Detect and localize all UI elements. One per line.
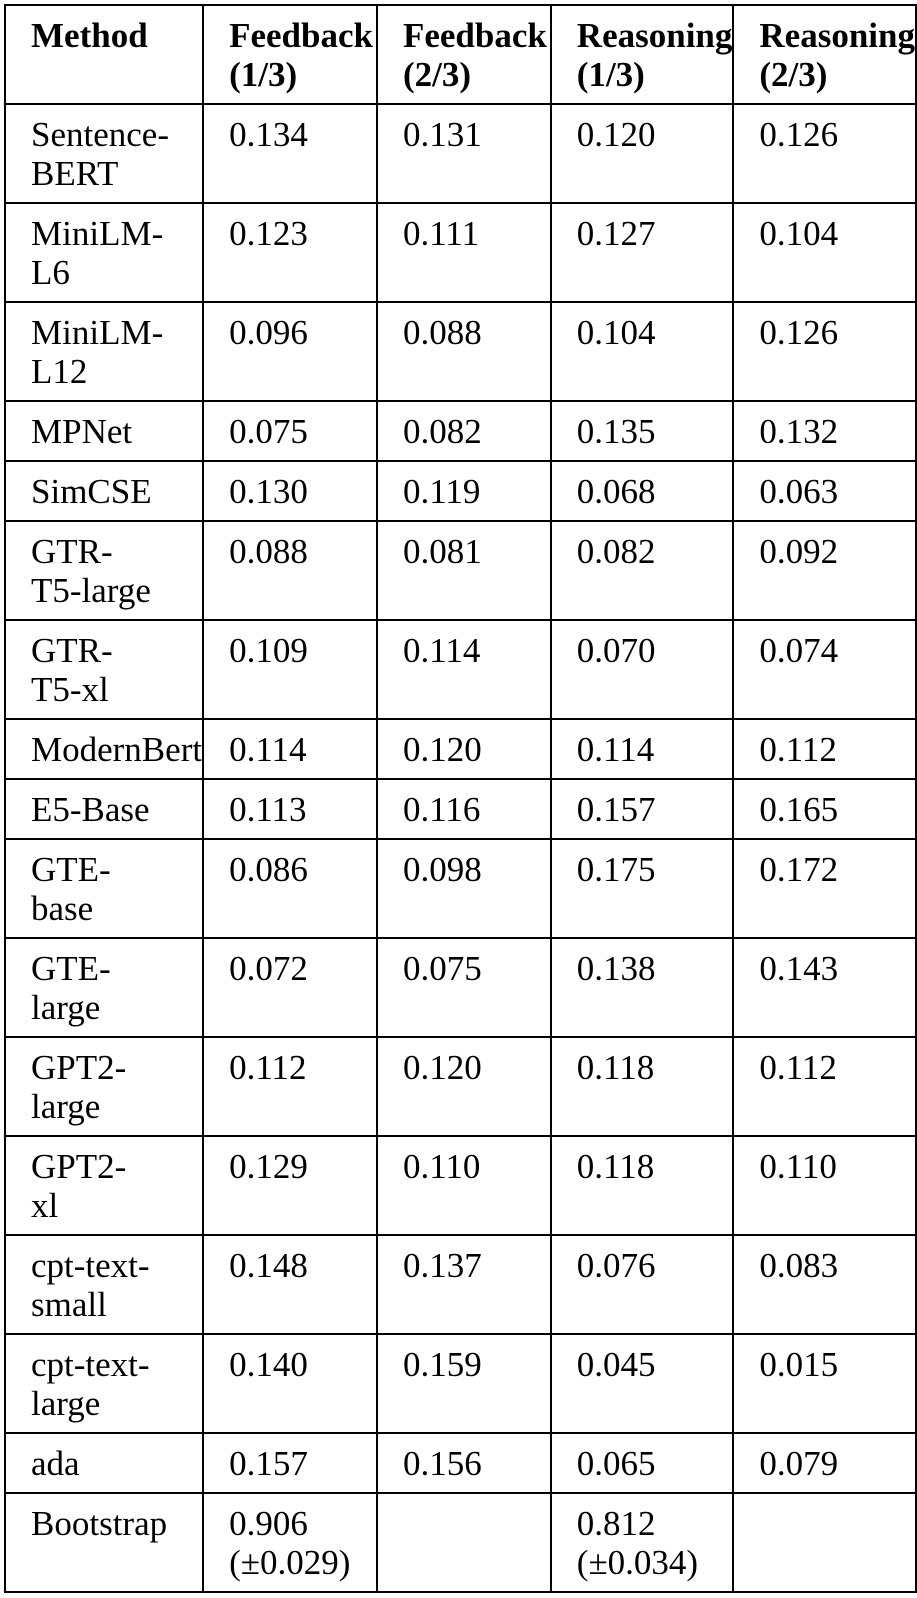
value-cell: 0.109 [203,620,377,719]
method-cell: Bootstrap [5,1493,203,1592]
table-row [5,779,916,839]
table-row [5,302,916,401]
value-cell: 0.156 [377,1433,551,1493]
value-cell: 0.104 [733,203,916,302]
table-row [5,203,916,302]
value-cell: 0.065 [551,1433,734,1493]
value-cell: 0.110 [377,1136,551,1235]
value-cell: 0.140 [203,1334,377,1433]
value-cell: 0.120 [377,1037,551,1136]
value-cell: 0.906 (±0.029) [203,1493,377,1592]
table-row [5,1433,916,1493]
value-cell: 0.812 (±0.034) [551,1493,734,1592]
value-cell: 0.159 [377,1334,551,1433]
value-cell: 0.132 [733,401,916,461]
value-cell: 0.063 [733,461,916,521]
value-cell: 0.098 [377,839,551,938]
method-cell: cpt-text- large [5,1334,203,1433]
method-cell: MPNet [5,401,203,461]
method-cell: SimCSE [5,461,203,521]
method-cell: MiniLM- L6 [5,203,203,302]
value-cell: 0.134 [203,104,377,203]
table-row [5,1136,916,1235]
value-cell: 0.138 [551,938,734,1037]
table-row [5,104,916,203]
value-cell: 0.123 [203,203,377,302]
value-cell: 0.096 [203,302,377,401]
value-cell: 0.092 [733,521,916,620]
value-cell: 0.135 [551,401,734,461]
value-cell: 0.120 [551,104,734,203]
value-cell: 0.113 [203,779,377,839]
table-row [5,719,916,779]
method-cell: GPT2- large [5,1037,203,1136]
value-cell: 0.130 [203,461,377,521]
table-row [5,401,916,461]
method-cell: ModernBert [5,719,203,779]
method-cell: ada [5,1433,203,1493]
method-cell: GTR- T5-large [5,521,203,620]
value-cell [377,1493,551,1592]
table-body [5,104,916,1592]
value-cell: 0.082 [377,401,551,461]
value-cell: 0.114 [551,719,734,779]
value-cell: 0.127 [551,203,734,302]
value-cell: 0.110 [733,1136,916,1235]
value-cell: 0.148 [203,1235,377,1334]
value-cell: 0.112 [203,1037,377,1136]
table-row [5,1037,916,1136]
value-cell: 0.114 [203,719,377,779]
value-cell: 0.086 [203,839,377,938]
column-header-reasoning-2-3: Reasoning (2/3) [733,5,916,104]
value-cell: 0.165 [733,779,916,839]
value-cell: 0.172 [733,839,916,938]
value-cell: 0.126 [733,302,916,401]
value-cell: 0.157 [203,1433,377,1493]
value-cell: 0.119 [377,461,551,521]
value-cell: 0.120 [377,719,551,779]
table-row [5,620,916,719]
value-cell: 0.112 [733,1037,916,1136]
table-row [5,1334,916,1433]
value-cell: 0.129 [203,1136,377,1235]
method-cell: GTR- T5-xl [5,620,203,719]
value-cell: 0.118 [551,1136,734,1235]
column-header-feedback-1-3: Feedback (1/3) [203,5,377,104]
value-cell: 0.081 [377,521,551,620]
value-cell: 0.074 [733,620,916,719]
table-row [5,521,916,620]
column-header-method: Method [5,5,203,104]
value-cell: 0.070 [551,620,734,719]
table-header [5,5,916,104]
value-cell: 0.104 [551,302,734,401]
column-header-reasoning-1-3: Reasoning (1/3) [551,5,734,104]
value-cell: 0.045 [551,1334,734,1433]
value-cell: 0.114 [377,620,551,719]
value-cell: 0.126 [733,104,916,203]
header-row [5,5,916,104]
method-cell: cpt-text- small [5,1235,203,1334]
value-cell: 0.112 [733,719,916,779]
value-cell: 0.075 [203,401,377,461]
value-cell: 0.088 [377,302,551,401]
table-row [5,1493,916,1592]
value-cell: 0.075 [377,938,551,1037]
value-cell: 0.015 [733,1334,916,1433]
value-cell: 0.076 [551,1235,734,1334]
table-row [5,461,916,521]
method-cell: Sentence- BERT [5,104,203,203]
column-header-feedback-2-3: Feedback (2/3) [377,5,551,104]
value-cell: 0.137 [377,1235,551,1334]
value-cell: 0.072 [203,938,377,1037]
method-cell: GTE- large [5,938,203,1037]
value-cell: 0.175 [551,839,734,938]
value-cell: 0.143 [733,938,916,1037]
method-cell: GTE- base [5,839,203,938]
value-cell: 0.068 [551,461,734,521]
value-cell [733,1493,916,1592]
value-cell: 0.111 [377,203,551,302]
method-cell: E5-Base [5,779,203,839]
value-cell: 0.116 [377,779,551,839]
table-row [5,839,916,938]
value-cell: 0.079 [733,1433,916,1493]
method-cell: GPT2- xl [5,1136,203,1235]
table-row [5,1235,916,1334]
table-row [5,938,916,1037]
value-cell: 0.131 [377,104,551,203]
value-cell: 0.082 [551,521,734,620]
value-cell: 0.157 [551,779,734,839]
value-cell: 0.088 [203,521,377,620]
results-table [4,4,917,1593]
value-cell: 0.083 [733,1235,916,1334]
method-cell: MiniLM- L12 [5,302,203,401]
value-cell: 0.118 [551,1037,734,1136]
